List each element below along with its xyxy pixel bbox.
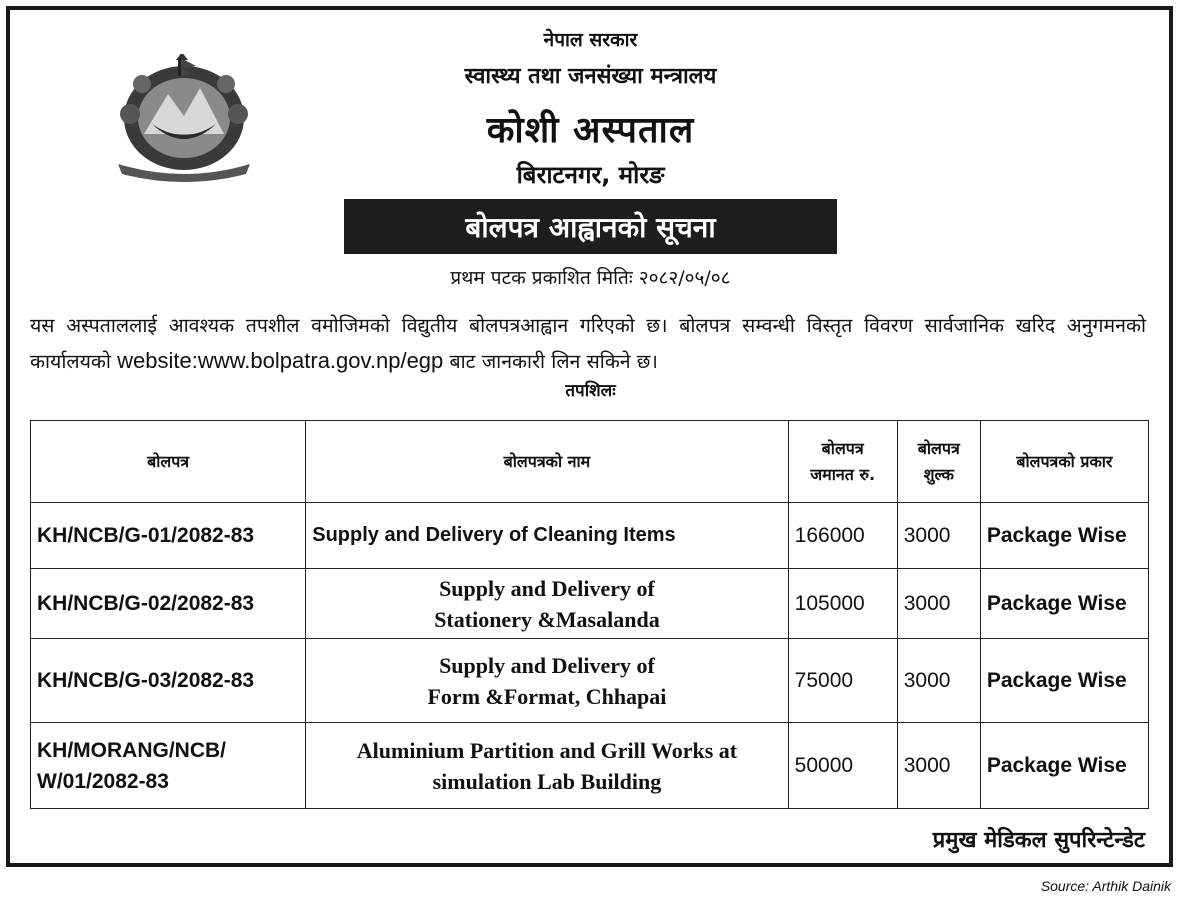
tender-deposit: 50000 [788, 723, 897, 809]
notice-title: बोलपत्र आह्वानको सूचना [465, 210, 716, 244]
tender-code: KH/NCB/G-02/2082-83 [31, 569, 306, 639]
intro-text-1: यस अस्पताललाई आवश्यक तपशील वमोजिमको विद्युतीय बोलपत्रआह्वान गरिएको छ। बोलपत्र सम्वन्धी विस्तृत विवरण सार्वजानिक खरिद अनुगमनको कार्यालयको [30, 314, 1146, 373]
published-date: प्रथम पटक प्रकाशित मितिः २०८२/०५/०८ [450, 267, 731, 289]
intro-paragraph [30, 308, 1146, 379]
tender-fee: 3000 [897, 723, 980, 809]
tender-name-line-2: Stationery &Masalanda [434, 606, 660, 632]
tender-type: Package Wise [980, 503, 1148, 569]
table-row [31, 503, 1149, 569]
table-row [31, 639, 1149, 723]
tender-name [306, 639, 788, 723]
tender-fee: 3000 [897, 639, 980, 723]
hospital-title: कोशी अस्पताल [486, 110, 695, 151]
tender-code [31, 723, 306, 809]
table-row [31, 723, 1149, 809]
details-label: तपशिलः [565, 381, 616, 401]
tender-name-line-1: Supply and Delivery of [439, 652, 655, 678]
header-deposit-line-2: जमानत रु. [810, 464, 876, 484]
notice-title-banner [344, 199, 837, 254]
tender-type: Package Wise [980, 639, 1148, 723]
table-header-row [31, 421, 1149, 503]
tender-code: KH/NCB/G-01/2082-83 [31, 503, 306, 569]
header-fee [897, 421, 980, 503]
header-fee-line-2: शुल्क [923, 464, 954, 484]
tender-table [30, 420, 1149, 809]
header-deposit-line-1: बोलपत्र [821, 438, 864, 458]
header-deposit [788, 421, 897, 503]
header-type: बोलपत्रको प्रकार [980, 421, 1148, 503]
tender-deposit: 75000 [788, 639, 897, 723]
header-name: बोलपत्रको नाम [306, 421, 788, 503]
header-fee-line-1: बोलपत्र [917, 438, 960, 458]
tender-code-line-1: KH/MORANG/NCB/ [37, 738, 226, 762]
tender-type: Package Wise [980, 723, 1148, 809]
tender-name [306, 569, 788, 639]
tender-fee: 3000 [897, 569, 980, 639]
tender-name-line-1: Supply and Delivery of [439, 575, 655, 601]
tender-code-line-2: W/01/2082-83 [37, 769, 169, 793]
tender-deposit: 105000 [788, 569, 897, 639]
tender-name-line-2: Form &Format, Chhapai [427, 683, 667, 709]
tender-name-line-2: simulation Lab Building [432, 768, 662, 794]
website-link[interactable]: website:www.bolpatra.gov.np/egp [117, 348, 444, 373]
government-title: नेपाल सरकार [543, 29, 638, 51]
ministry-title: स्वास्थ्य तथा जनसंख्या मन्त्रालय [464, 64, 717, 89]
tender-deposit: 166000 [788, 503, 897, 569]
location-title: बिराटनगर, मोरङ [516, 161, 665, 189]
intro-text-2: बाट जानकारी लिन सकिने छ। [449, 350, 658, 373]
table-row [31, 569, 1149, 639]
tender-name [306, 723, 788, 809]
tender-code: KH/NCB/G-03/2082-83 [31, 639, 306, 723]
source-credit: Source: Arthik Dainik [1040, 878, 1171, 894]
header-code: बोलपत्र [31, 421, 306, 503]
signature: प्रमुख मेडिकल सुपरिन्टेन्डेट [932, 828, 1145, 853]
tender-fee: 3000 [897, 503, 980, 569]
tender-type: Package Wise [980, 569, 1148, 639]
tender-name-line-1: Aluminium Partition and Grill Works at [356, 737, 738, 763]
tender-name: Supply and Delivery of Cleaning Items [306, 503, 788, 569]
